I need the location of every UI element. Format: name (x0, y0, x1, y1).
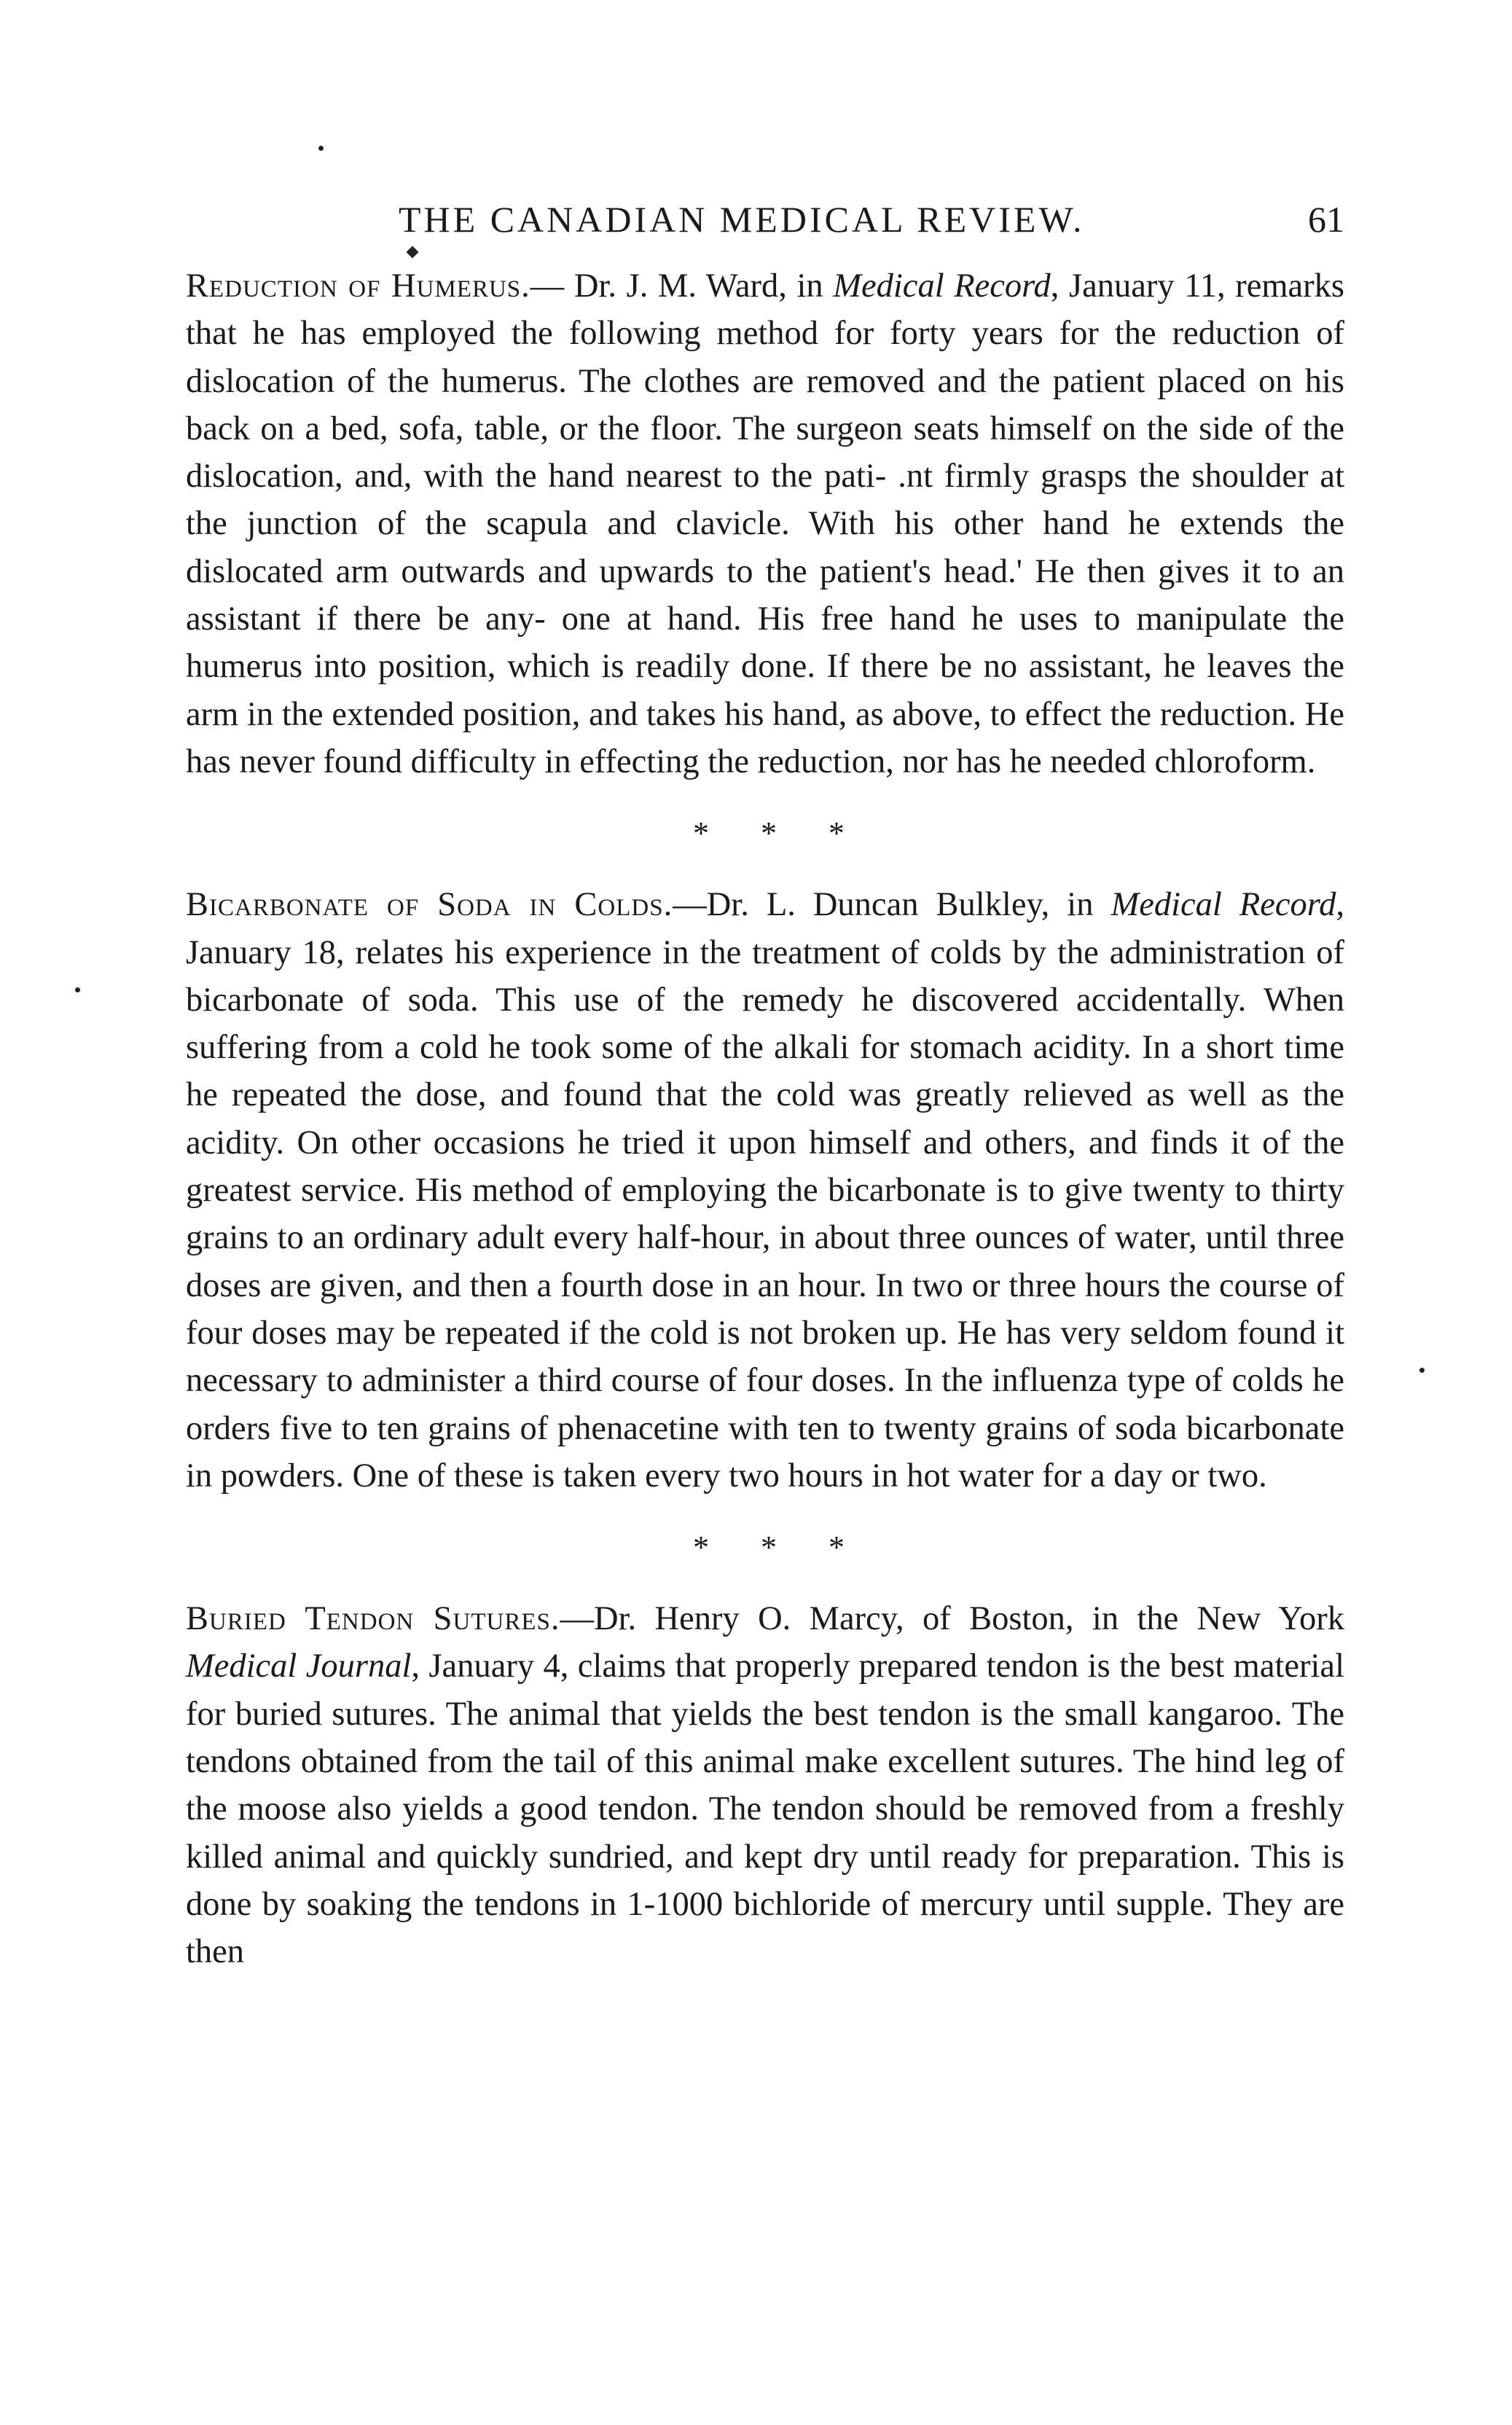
journal-name: Medical Record (833, 267, 1051, 305)
title-dash: — (673, 886, 707, 924)
section-separator: * * * (693, 1529, 866, 1566)
running-head (186, 198, 1344, 249)
print-speck (318, 146, 324, 151)
article-text: , January 18, relates his experience in the treatment of colds by the administration of bicarbonate of soda. This use of the remedy he discovered accidentally. When suffering from a cold he took some of the alkali for stomach acidity. In a short time he repeated the dose, and found that the cold was greatly relieved as well as the acidity. On other occasions he tried it upon himself and others, and finds it of the greatest service. His method of employing the bicarbonate is to give twenty to thirty grains to an ordinary adult every half-hour, in about three ounces of water, until three doses are given, and then a fourth dose in an hour. In two or three hours the course of four doses may be repeated if the cold is not broken up. He has very seldom found it necessary to administer a third course of four doses. In the influenza type of colds he orders five to ten grains of phenacetine with ten to twenty grains of soda bicarbonate in powders. One of these is taken every two hours in hot water for a day or two. (186, 886, 1345, 1494)
article-lead: Dr. L. Duncan Bulkley, in (706, 886, 1111, 924)
journal-name: Medical Record (1111, 886, 1336, 924)
article-lead: Dr. Henry O. Marcy, of Boston, in the New York (593, 1600, 1345, 1638)
article-buried-tendon-sutures (186, 1595, 1344, 1975)
page-number: 61 (1308, 199, 1344, 240)
article-text: , January 4, claims that properly prepared tendon is the best material for buried sutures. The animal that yields the best tendon is the small kangaroo. The tendons obtained from the tail of this animal make excellent sutures. The hind leg of the moose also yields a good tendon. The tendon should be removed from a freshly killed animal and quickly sundried, and kept dry until ready for preparation. This is done by soaking the tendons in 1-1000 bichloride of mercury until supple. They are then (186, 1648, 1344, 1971)
article-paragraph (186, 262, 1344, 786)
title-dash: — (560, 1600, 594, 1638)
print-speck (1419, 1368, 1425, 1373)
body-text (186, 262, 1344, 1976)
journal-name: Medical Journal (186, 1648, 412, 1685)
running-title: THE CANADIAN MEDICAL REVIEW. (399, 199, 1085, 240)
title-dash: — (530, 267, 574, 305)
article-lead: Dr. J. M. Ward, in (573, 267, 834, 305)
article-reduction-of-humerus (186, 262, 1344, 786)
article-paragraph (186, 881, 1344, 1500)
article-paragraph (186, 1595, 1344, 1975)
article-bicarbonate-of-soda (186, 881, 1344, 1500)
print-speck (75, 987, 80, 992)
article-text: , January 11, remarks that he has employed the following method for forty years for the reduction of dislocation of the humerus. The clothes are removed and the patient placed on his back on a bed, sofa, table, or the floor. The surgeon seats himself on the side of the dislocation, and, with the hand nearest to the pati- .nt firmly grasps the shoulder at the junction of the scapula and clavicle. With his other hand he extends the dislocated arm outwards and upwards to the patient's head.' He then gives it to an assistant if there be any- one at hand. His free hand he uses to manipulate the humerus into position, which is readily done. If there be no assistant, he leaves the arm in the extended position, and takes his hand, as above, to effect the reduction. He has never found difficulty in effecting the reduction, nor has he needed chloroform. (186, 267, 1345, 780)
article-title: Bicarbonate of Soda in Colds. (186, 886, 673, 924)
article-title: Reduction of Humerus. (186, 267, 530, 305)
section-separator: * * * (693, 815, 866, 852)
article-title: Buried Tendon Sutures. (186, 1600, 560, 1638)
